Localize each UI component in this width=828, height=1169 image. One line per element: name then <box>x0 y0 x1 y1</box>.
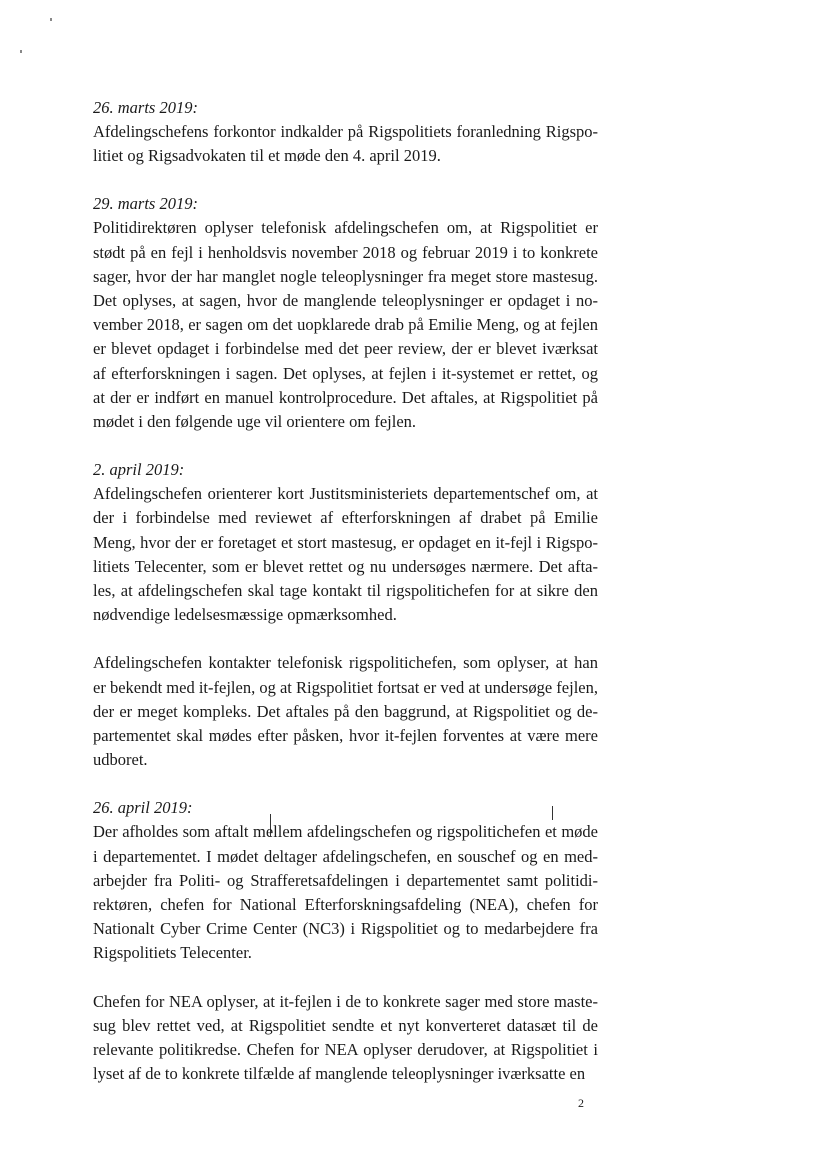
entry-date: 29. marts 2019: <box>93 194 198 214</box>
paragraph-line: les, at afdelingschefen skal tage kontakt til rigspolitichefen for at sikre den <box>93 581 598 601</box>
paragraph-line: udboret. <box>93 750 148 770</box>
paragraph-line: er bekendt med it-fejlen, og at Rigspolitiet fortsat er ved at undersøge fejlen, <box>93 677 598 697</box>
date-entry <box>93 192 598 434</box>
entry-date: 2. april 2019: <box>93 460 185 480</box>
paragraph-line: lyset af de to konkrete tilfælde af manglende teleoplysninger iværksatte en <box>93 1064 586 1084</box>
entry-paragraph <box>93 990 598 1087</box>
paragraph-line: nødvendige ledelsesmæssige opmærksomhed. <box>93 605 397 625</box>
paragraph-line: litiets Telecenter, som er blevet rettet og nu undersøges nærmere. Det afta- <box>93 556 598 576</box>
paragraph-line: mødet i den følgende uge vil orientere om fejlen. <box>93 412 417 432</box>
paragraph-line: at der er indført en manuel kontrolprocedure. Det aftales, at Rigspolitiet på <box>93 387 598 407</box>
section-gap <box>93 168 598 192</box>
paragraph-gap <box>93 966 598 990</box>
paragraph-line: Nationalt Cyber Crime Center (NC3) i Rigspolitiet og to medarbejdere fra <box>93 919 598 939</box>
scan-speck <box>50 18 52 21</box>
paragraph-line: litiet og Rigsadvokaten til et møde den 4. april 2019. <box>93 146 441 166</box>
date-entry <box>93 96 598 168</box>
paragraph-line: Chefen for NEA oplyser, at it-fejlen i de to konkrete sager med store maste- <box>93 991 598 1011</box>
paragraph-line: Politidirektøren oplyser telefonisk afdelingschefen om, at Rigspolitiet er <box>93 218 598 238</box>
section-gap <box>93 434 598 458</box>
paragraph-line: Der afholdes som aftalt mellem afdelingschefen og rigspolitichefen et møde <box>93 822 598 842</box>
entry-paragraph <box>93 216 598 434</box>
paragraph-line: vember 2018, er sagen om det uopklarede drab på Emilie Meng, og at fejlen <box>93 315 598 335</box>
paragraph-line: Det oplyses, at sagen, hvor de manglende teleoplysninger er opdaget i no- <box>93 291 598 311</box>
entry-date: 26. marts 2019: <box>93 98 198 117</box>
paragraph-line: sager, hvor der har manglet nogle teleoplysninger fra meget store mastesug. <box>93 266 598 286</box>
paragraph-line: der i forbindelse med reviewet af efterforskningen af drabet på Emilie <box>93 508 598 528</box>
paragraph-line: partementet skal mødes efter påsken, hvor it-fejlen forventes at være mere <box>93 726 598 746</box>
entry-paragraph <box>93 651 598 772</box>
paragraph-line: Afdelingschefen orienterer kort Justitsministeriets departementschef om, at <box>93 484 598 504</box>
paragraph-gap <box>93 627 598 651</box>
date-entry <box>93 458 598 772</box>
page-number: 2 <box>578 1096 584 1110</box>
entry-paragraph <box>93 820 598 965</box>
paragraph-line: Rigspolitiets Telecenter. <box>93 943 252 963</box>
paragraph-line: Meng, hvor der er foretaget et stort mastesug, er opdaget en it-fejl i Rigspo- <box>93 532 598 552</box>
date-entry <box>93 796 598 1086</box>
document-page <box>93 96 598 1087</box>
paragraph-line: relevante politikredse. Chefen for NEA oplyser derudover, at Rigspolitiet i <box>93 1040 598 1060</box>
entry-date: 26. april 2019: <box>93 798 193 818</box>
paragraph-line: Afdelingschefens forkontor indkalder på Rigspolitiets foranledning Rigspo- <box>93 122 598 141</box>
paragraph-line: sug blev rettet ved, at Rigspolitiet sendte et nyt konverteret datasæt til de <box>93 1015 598 1035</box>
scan-speck <box>20 50 22 53</box>
entry-paragraph <box>93 120 598 168</box>
entry-paragraph <box>93 482 598 627</box>
paragraph-line: arbejder fra Politi- og Strafferetsafdelingen i departementet samt politidi- <box>93 870 598 890</box>
paragraph-line: rektøren, chefen for National Efterforskningsafdeling (NEA), chefen for <box>93 895 598 915</box>
paragraph-line: Afdelingschefen kontakter telefonisk rigspolitichefen, som oplyser, at han <box>93 653 598 673</box>
paragraph-line: af efterforskningen i sagen. Det oplyses, at fejlen i it-systemet er rettet, og <box>93 363 598 383</box>
section-gap <box>93 772 598 796</box>
paragraph-line: stødt på en fejl i henholdsvis november 2018 og februar 2019 i to konkrete <box>93 242 598 262</box>
paragraph-line: i departementet. I mødet deltager afdelingschefen, en souschef og en med- <box>93 846 598 866</box>
paragraph-line: der er meget kompleks. Det aftales på den baggrund, at Rigspolitiet og de- <box>93 701 598 721</box>
paragraph-line: er blevet opdaget i forbindelse med det peer review, der er blevet iværksat <box>93 339 598 359</box>
